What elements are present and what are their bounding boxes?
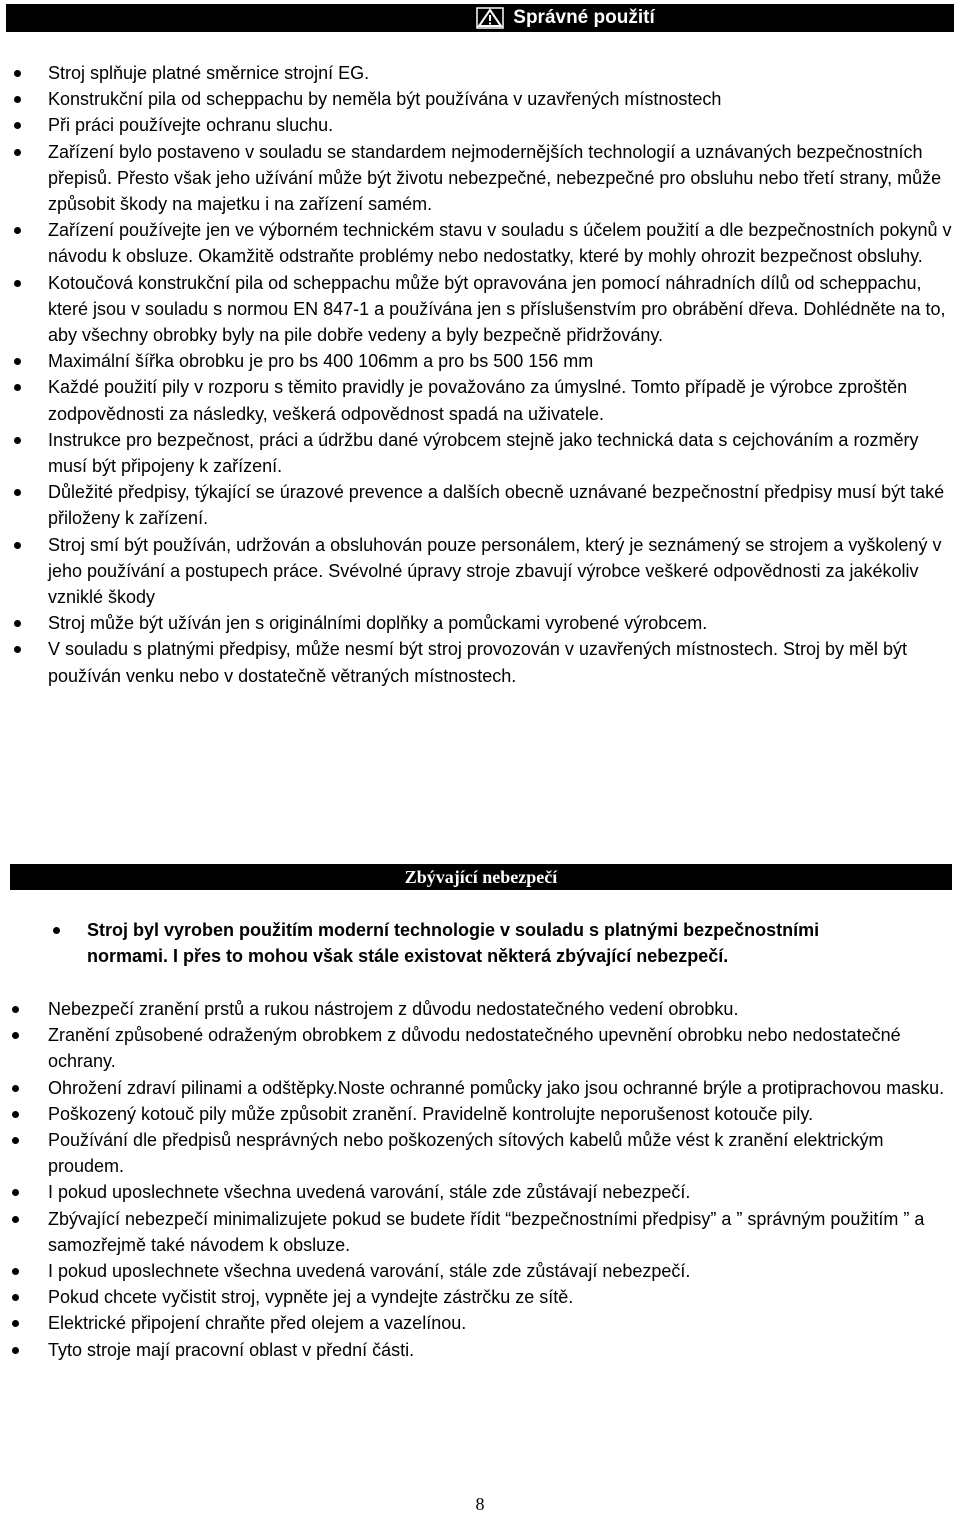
warning-triangle-icon	[475, 6, 505, 30]
residual-risks-list	[48, 996, 956, 1363]
section-header-residual-risks	[10, 864, 952, 890]
bullet-icon	[14, 384, 21, 391]
list-item: V souladu s platnými předpisy, může nesmí být stroj provozován v uzavřených místnostech. Stroj by měl být používán venku nebo v dostatečně větraných místnostech.	[48, 636, 956, 688]
list-item: Ohrožení zdraví pilinami a odštěpky.Noste ochranné pomůcky jako jsou ochranné brýle a protiprachovou masku.	[48, 1075, 956, 1101]
list-item: Poškozený kotouč pily může způsobit zranění. Pravidelně kontrolujte neporušenost kotouče pily.	[48, 1101, 956, 1127]
bullet-icon	[12, 1320, 19, 1327]
bullet-icon	[53, 927, 60, 934]
list-item: Tyto stroje mají pracovní oblast v přední části.	[48, 1337, 956, 1363]
bullet-icon	[14, 122, 21, 129]
bullet-icon	[14, 227, 21, 234]
bullet-icon	[12, 1347, 19, 1354]
list-item: Maximální šířka obrobku je pro bs 400 106mm a pro bs 500 156 mm	[48, 348, 956, 374]
bullet-icon	[14, 96, 21, 103]
list-item: Stroj splňuje platné směrnice strojní EG.	[48, 60, 956, 86]
bullet-icon	[14, 646, 21, 653]
list-item: Instrukce pro bezpečnost, práci a údržbu dané výrobcem stejně jako technická data s cejchováním a rozměry musí být připojeny k zařízení.	[48, 427, 956, 479]
bullet-icon	[12, 1032, 19, 1039]
list-item: I pokud uposlechnete všechna uvedená varování, stále zde zůstávají nebezpečí.	[48, 1179, 956, 1205]
list-item: Zařízení používejte jen ve výborném technickém stavu v souladu s účelem použití a dle bezpečnostních pokynů v návodu k obsluze. Okamžitě odstraňte problémy nebo nedostatky, které by mohly ohrozit bezpečnost obsluhy.	[48, 217, 956, 269]
list-item: Konstrukční pila od scheppachu by neměla být používána v uzavřených místnostech	[48, 86, 956, 112]
list-item: Důležité předpisy, týkající se úrazové prevence a dalších obecně uznávané bezpečnostní předpisy musí být také přiloženy k zařízení.	[48, 479, 956, 531]
residual-intro: Stroj byl vyroben použitím moderní technologie v souladu s platnými bezpečnostními normami. I přes to mohou však stále existovat některá zbývající nebezpečí.	[87, 917, 887, 969]
bullet-icon	[14, 149, 21, 156]
list-item: Stroj smí být používán, udržován a obsluhován pouze personálem, který je seznámený se strojem a vyškolený v jeho používání a postupech práce. Svévolné úpravy stroje zbavují výrobce veškeré odpovědnosti za jakékoliv vzniklé škody	[48, 532, 956, 611]
bullet-icon	[14, 280, 21, 287]
bullet-icon	[12, 1216, 19, 1223]
bullet-icon	[12, 1268, 19, 1275]
bullet-icon	[14, 437, 21, 444]
list-item: Při práci používejte ochranu sluchu.	[48, 112, 956, 138]
list-item: Používání dle předpisů nesprávných nebo poškozených sítových kabelů může vést k zranění elektrickým proudem.	[48, 1127, 956, 1179]
bullet-icon	[14, 70, 21, 77]
bullet-icon	[14, 542, 21, 549]
list-item: Zařízení bylo postaveno v souladu se standardem nejmodernějších technologií a uznávaných bezpečnostních přepisů. Přesto však jeho užívání může být životu nebezpečné, nebezpečné pro obsluhu nebo třetí strany, může způsobit škody na majetku i na zařízení samém.	[48, 139, 956, 218]
section-title: Zbývající nebezpečí	[404, 867, 558, 887]
bullet-icon	[12, 1111, 19, 1118]
list-item: Každé použití pily v rozporu s těmito pravidly je považováno za úmyslné. Tomto případě je výrobce zproštěn zodpovědnosti za následky, veškerá odpovědnost spadá na uživatele.	[48, 374, 956, 426]
bullet-icon	[12, 1137, 19, 1144]
bullet-icon	[12, 1294, 19, 1301]
section-title: Správné použití	[513, 7, 655, 28]
list-item: Zranění způsobené odraženým obrobkem z důvodu nedostatečného upevnění obrobku nebo nedostatečné ochrany.	[48, 1022, 956, 1074]
list-item: Pokud chcete vyčistit stroj, vypněte jej a vyndejte zástrčku ze sítě.	[48, 1284, 956, 1310]
bullet-icon	[12, 1085, 19, 1092]
bullet-icon	[12, 1006, 19, 1013]
bullet-icon	[14, 489, 21, 496]
list-item: Nebezpečí zranění prstů a rukou nástrojem z důvodu nedostatečného vedení obrobku.	[48, 996, 956, 1022]
list-item: Zbývající nebezpečí minimalizujete pokud se budete řídit “bezpečnostními předpisy” a ” správným použitím ” a samozřejmě také návodem k obsluze.	[48, 1206, 956, 1258]
list-item: I pokud uposlechnete všechna uvedená varování, stále zde zůstávají nebezpečí.	[48, 1258, 956, 1284]
list-item: Stroj může být užíván jen s originálními doplňky a pomůckami vyrobené výrobcem.	[48, 610, 956, 636]
bullet-icon	[14, 620, 21, 627]
list-item: Elektrické připojení chraňte před olejem a vazelínou.	[48, 1310, 956, 1336]
correct-use-list	[48, 60, 956, 689]
bullet-icon	[12, 1189, 19, 1196]
list-item: Kotoučová konstrukční pila od scheppachu může být opravována jen pomocí náhradních dílů od scheppachu, které jsou v souladu s normou EN 847-1 a používána jen s příslušenstvím pro obrábění dřeva. Dohlédněte na to, aby všechny obrobky byly na pile dobře vedeny a byly bezpečně přidržovány.	[48, 270, 956, 349]
bullet-icon	[14, 358, 21, 365]
section-header-correct-use	[6, 4, 954, 32]
page-number: 8	[475, 1494, 485, 1514]
